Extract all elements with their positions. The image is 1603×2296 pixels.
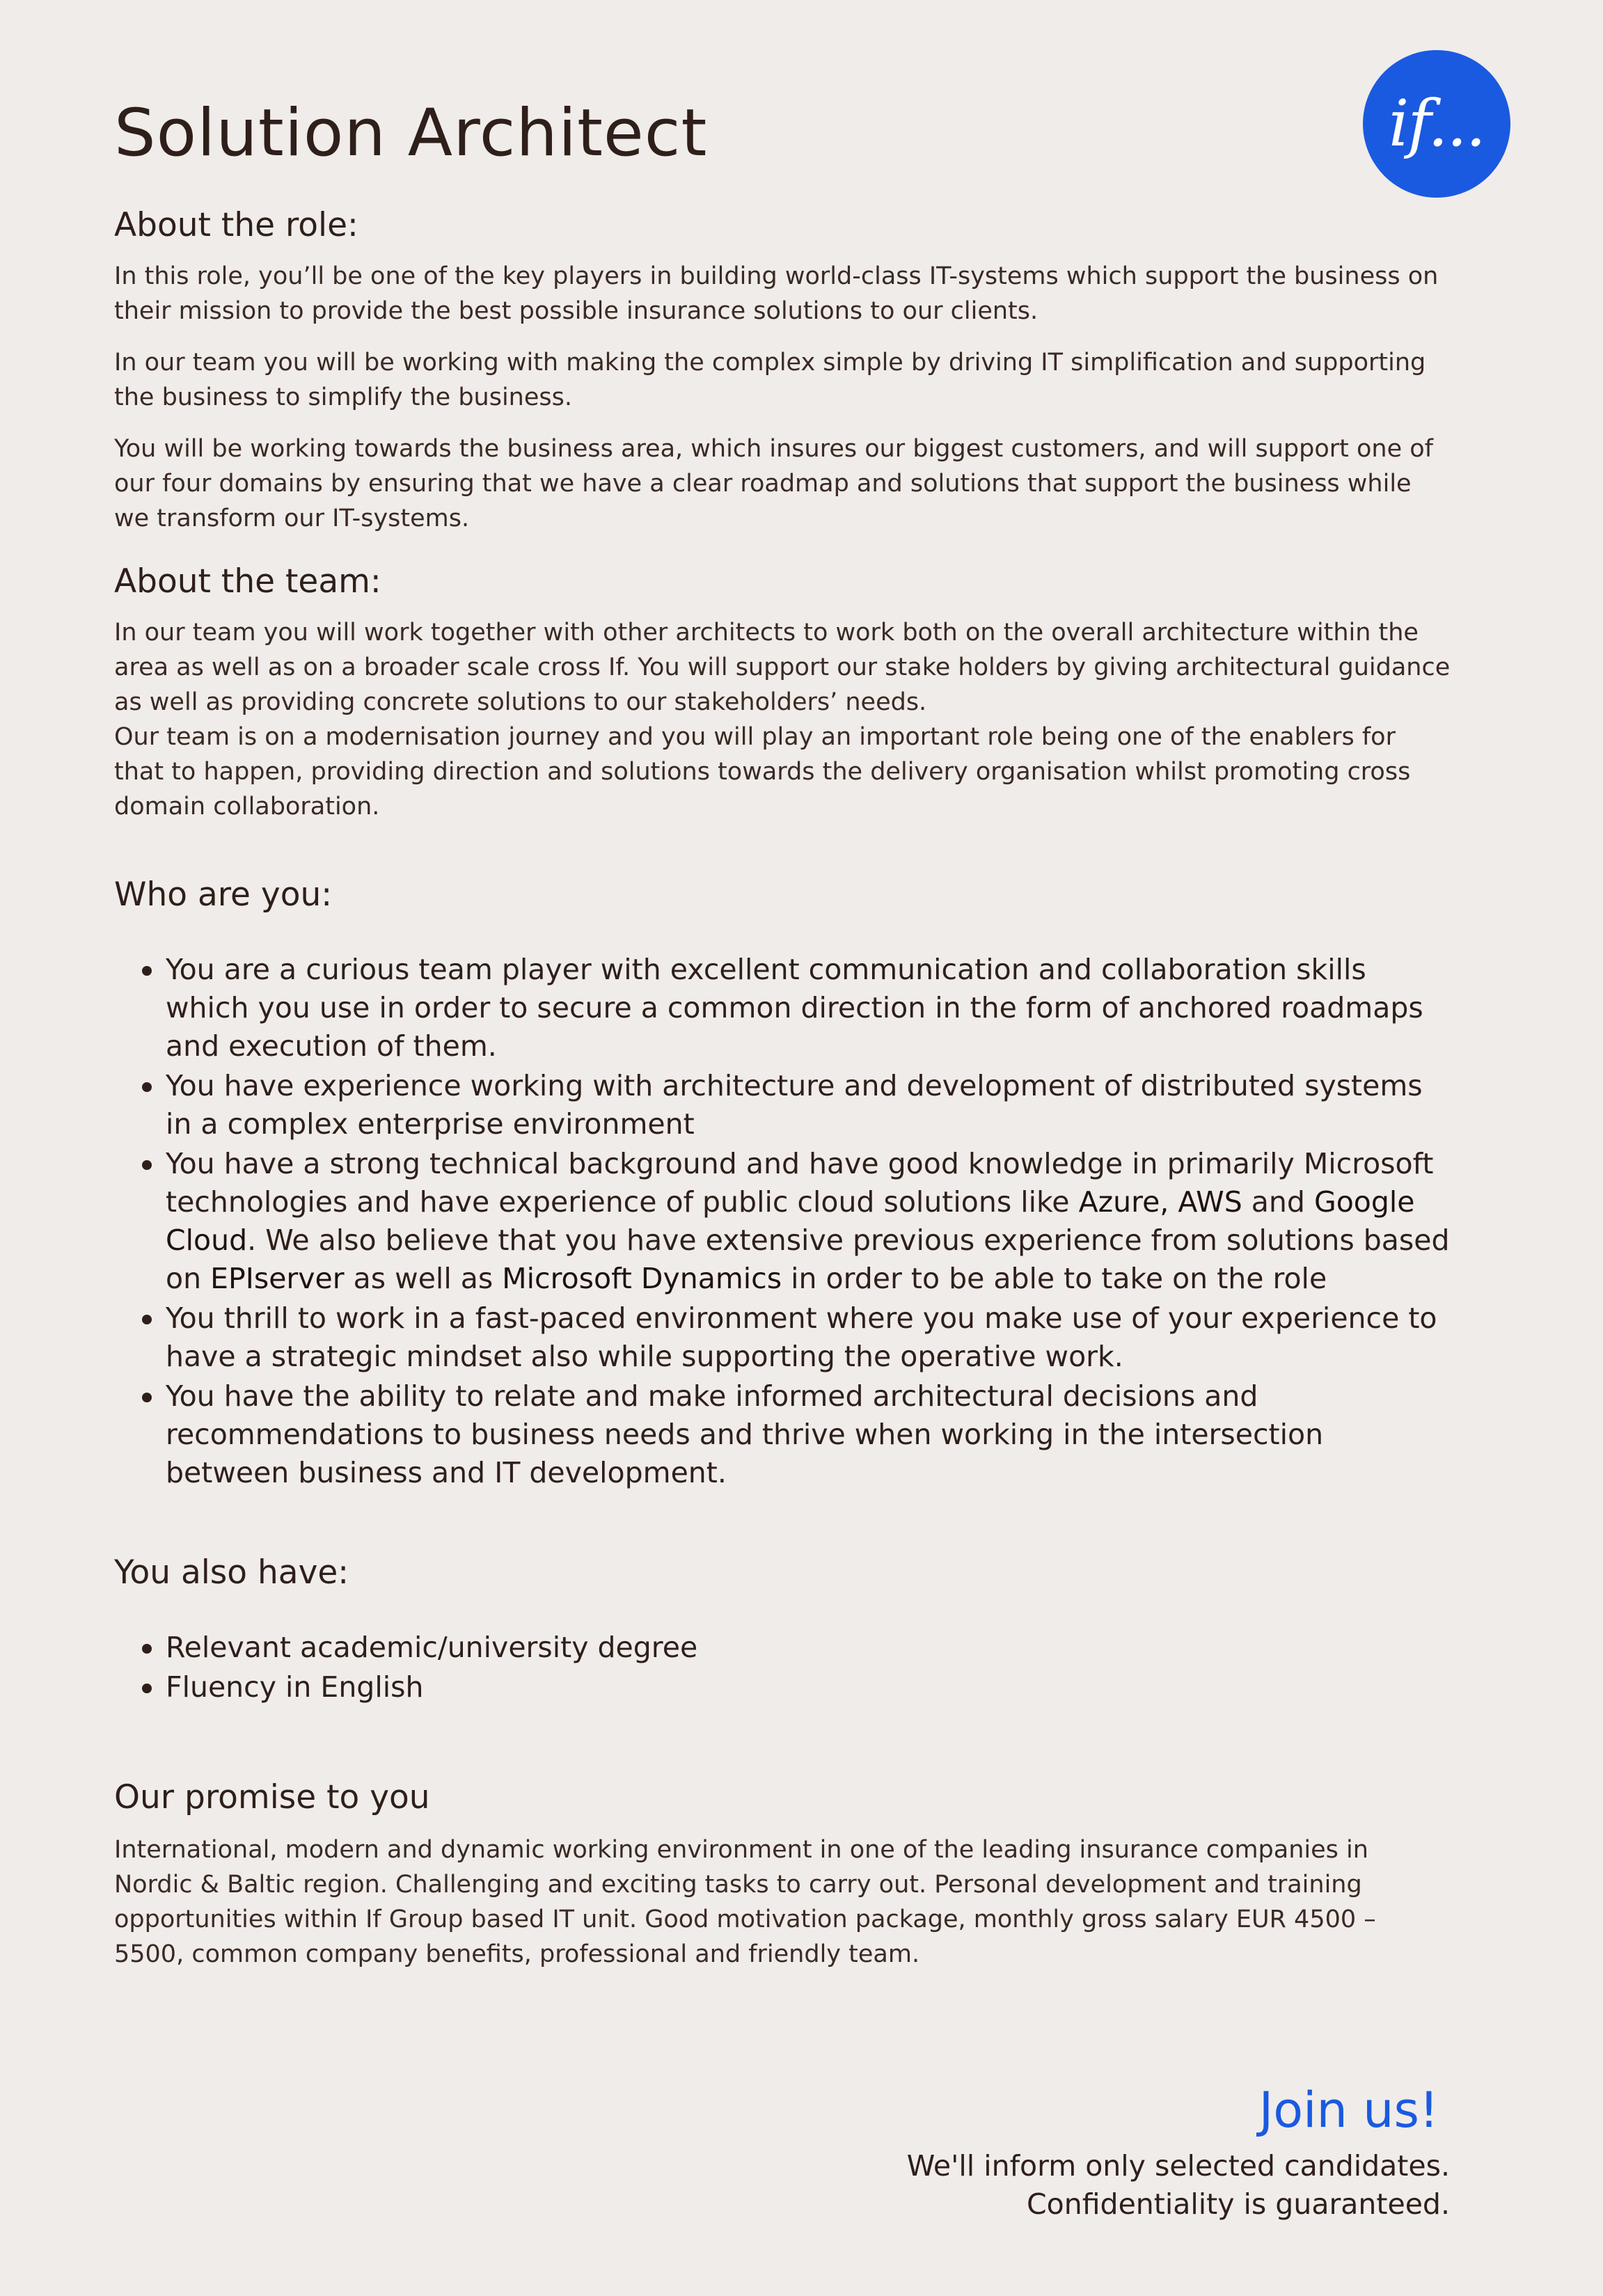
- also-have-section: [114, 1553, 1451, 1708]
- list-item-text: You have a strong technical background and have good knowledge in primarily Microsoft technologies and have experience of public cloud solutions like: [166, 1147, 1434, 1219]
- about-team-paragraph: Our team is on a modernisation journey and you will play an important role being one of the enablers for that to happen, providing direction and solutions towards the delivery organisation whilst promoting cross domain collaboration.: [114, 723, 1411, 821]
- list-item-text: . We also believe that you have extensive previous experience from solutions based on: [166, 1224, 1450, 1296]
- also-have-list: [114, 1629, 1451, 1707]
- bullet-icon: [142, 1393, 152, 1402]
- promise-section: [114, 1778, 1451, 1972]
- bullet-icon: [142, 1315, 152, 1324]
- about-team-paragraph: In our team you will work together with other architects to work both on the overall architecture within the area as well as on a broader scale cross If. You will support our stake holders by giving architectural guidance as well as providing concrete solutions to our stakeholders’ needs.: [114, 619, 1451, 717]
- list-item: [114, 1145, 1451, 1298]
- list-item-text: You have experience working with architecture and development of distributed systems in a complex enterprise environment: [166, 1069, 1423, 1141]
- list-item-text: Relevant academic/university degree: [166, 1631, 698, 1665]
- list-item-text: Fluency in English: [166, 1670, 424, 1704]
- highlight-azure-aws: Azure, AWS: [1078, 1185, 1242, 1219]
- list-item: [114, 1668, 1451, 1707]
- highlight-episerver: EPIserver: [210, 1262, 345, 1296]
- list-item-text: You are a curious team player with excellent communication and collaboration skills which you use in order to secure a common direction in the form of anchored roadmaps and execution of them.: [166, 953, 1423, 1063]
- also-have-heading: You also have:: [114, 1553, 349, 1592]
- bullet-icon: [142, 1160, 152, 1170]
- who-are-you-section: [114, 876, 1451, 1494]
- bullet-icon: [142, 1644, 152, 1654]
- about-role-paragraph: In this role, you’ll be one of the key players in building world-class IT-systems which support the business on their mission to provide the best possible insurance solutions to our clients.: [114, 262, 1439, 326]
- list-item: [114, 1629, 1451, 1667]
- bullet-icon: [142, 1082, 152, 1092]
- list-item: [114, 1067, 1451, 1143]
- list-item-text: and: [1242, 1185, 1314, 1219]
- about-role-paragraph: You will be working towards the business area, which insures our biggest customers, and will support one of our four domains by ensuring that we have a clear roadmap and solutions that support the business while we transform our IT-systems.: [114, 435, 1434, 533]
- about-role-paragraph: In our team you will be working with making the complex simple by driving IT simplification and supporting the business to simplify the business.: [114, 349, 1426, 412]
- bullet-icon: [142, 966, 152, 976]
- page-title: Solution Architect: [114, 95, 708, 171]
- who-are-you-list: [114, 951, 1451, 1492]
- highlight-google-cloud: Google Cloud: [166, 1185, 1415, 1258]
- list-item-text: in order to be able to take on the role: [782, 1262, 1327, 1296]
- who-are-you-heading: Who are you:: [114, 876, 333, 914]
- list-item: [114, 951, 1451, 1066]
- bullet-icon: [142, 1684, 152, 1693]
- promise-paragraph: International, modern and dynamic working environment in one of the leading insurance companies in Nordic & Baltic region. Challenging and exciting tasks to carry out. Personal development and training opportunities within If Group based IT unit. Good motivation package, monthly gross salary EUR 4500 – 5500, common company benefits, professional and friendly team.: [114, 1836, 1376, 1969]
- join-us-heading: Join us!: [1258, 2082, 1439, 2139]
- list-item-text: You thrill to work in a fast-paced environment where you make use of your experience to have a strategic mindset also while supporting the operative work.: [166, 1301, 1437, 1374]
- list-item: [114, 1377, 1451, 1492]
- if-logo: if...: [1363, 50, 1510, 198]
- notice-line: Confidentiality is guaranteed.: [1027, 2187, 1450, 2221]
- footer-notice: [907, 2147, 1450, 2224]
- about-role-heading: About the role:: [114, 206, 358, 244]
- list-item-text: You have the ability to relate and make informed architectural decisions and recommendations to business needs and thrive when working in the intersection between business and IT development.: [166, 1379, 1324, 1490]
- highlight-microsoft-dynamics: Microsoft Dynamics: [502, 1262, 782, 1296]
- about-team-heading: About the team:: [114, 562, 381, 601]
- list-item-text: as well as: [344, 1262, 503, 1296]
- notice-line: We'll inform only selected candidates.: [906, 2149, 1450, 2183]
- about-role-section: [114, 206, 1451, 536]
- about-team-section: [114, 562, 1451, 824]
- promise-heading: Our promise to you: [114, 1778, 430, 1816]
- list-item: [114, 1299, 1451, 1376]
